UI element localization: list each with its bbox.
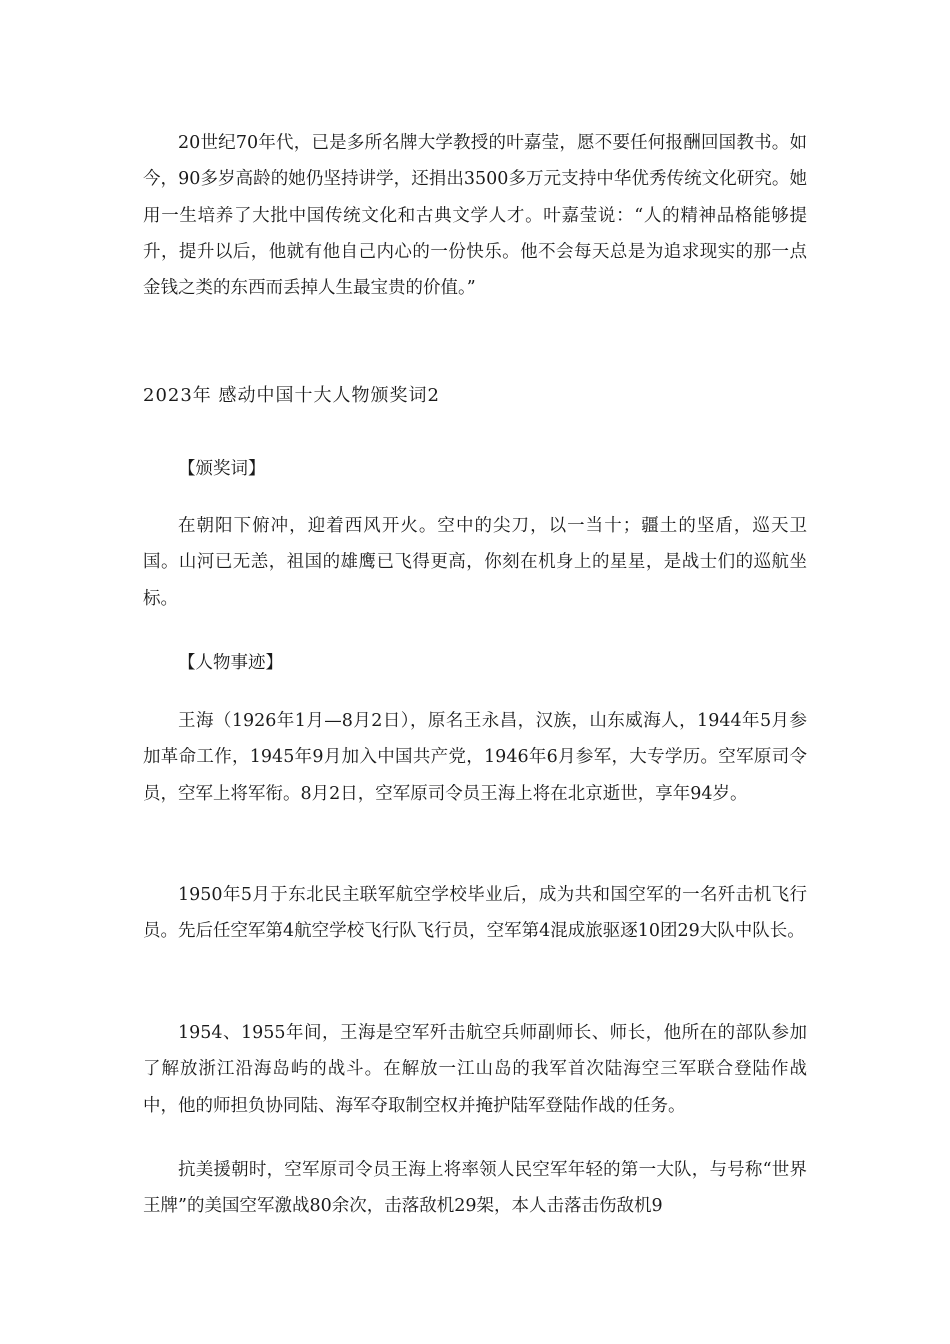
deeds-paragraph-4: 抗美援朝时，空军原司令员王海上将率领人民空军年轻的第一大队，与号称“世界王牌”的美国空军激战80余次，击落敌机29架，本人击落击伤敌机9 [143,1160,807,1217]
deeds-paragraph-2: 1950年5月于东北民主联军航空学校毕业后，成为共和国空军的一名歼击机飞行员。先后任空军第4航空学校飞行队飞行员，空军第4混成旅驱逐10团29大队中队长。 [143,885,807,942]
section-heading: 2023年 感动中国十大人物颁奖词2 [143,385,440,406]
paragraph-ye-jiaying: 20世纪70年代，已是多所名牌大学教授的叶嘉莹，愿不要任何报酬回国教书。如今，90多岁高龄的她仍坚持讲学，还捐出3500多万元支持中华优秀传统文化研究。她用一生培养了大批中国传统文化和古典文学人才。叶嘉莹说：“人的精神品格能够提升，提升以后，他就有他自己内心的一份快乐。他不会每天总是为追求现实的那一点金钱之类的东西而丢掉人生最宝贵的价值。” [143,133,807,299]
deeds-paragraph-1: 王海（1926年1月—8月2日），原名王永昌，汉族，山东威海人，1944年5月参加革命工作，1945年9月加入中国共产党，1946年6月参军，大专学历。空军原司令员，空军上将军衔。8月2日，空军原司令员王海上将在北京逝世，享年94岁。 [143,711,807,804]
deeds-paragraph-3: 1954、1955年间，王海是空军歼击航空兵师副师长、师长，他所在的部队参加了解放浙江沿海岛屿的战斗。在解放一江山岛的我军首次陆海空三军联合登陆作战中，他的师担负协同陆、海军夺取制空权并掩护陆军登陆作战的任务。 [143,1023,807,1116]
deeds-label: 【人物事迹】 [178,653,283,673]
award-text: 在朝阳下俯冲，迎着西风开火。空中的尖刀，以一当十；疆土的坚盾，巡天卫国。山河已无恙，祖国的雄鹰已飞得更高，你刻在机身上的星星，是战士们的巡航坐标。 [143,516,807,609]
award-label: 【颁奖词】 [178,459,266,479]
